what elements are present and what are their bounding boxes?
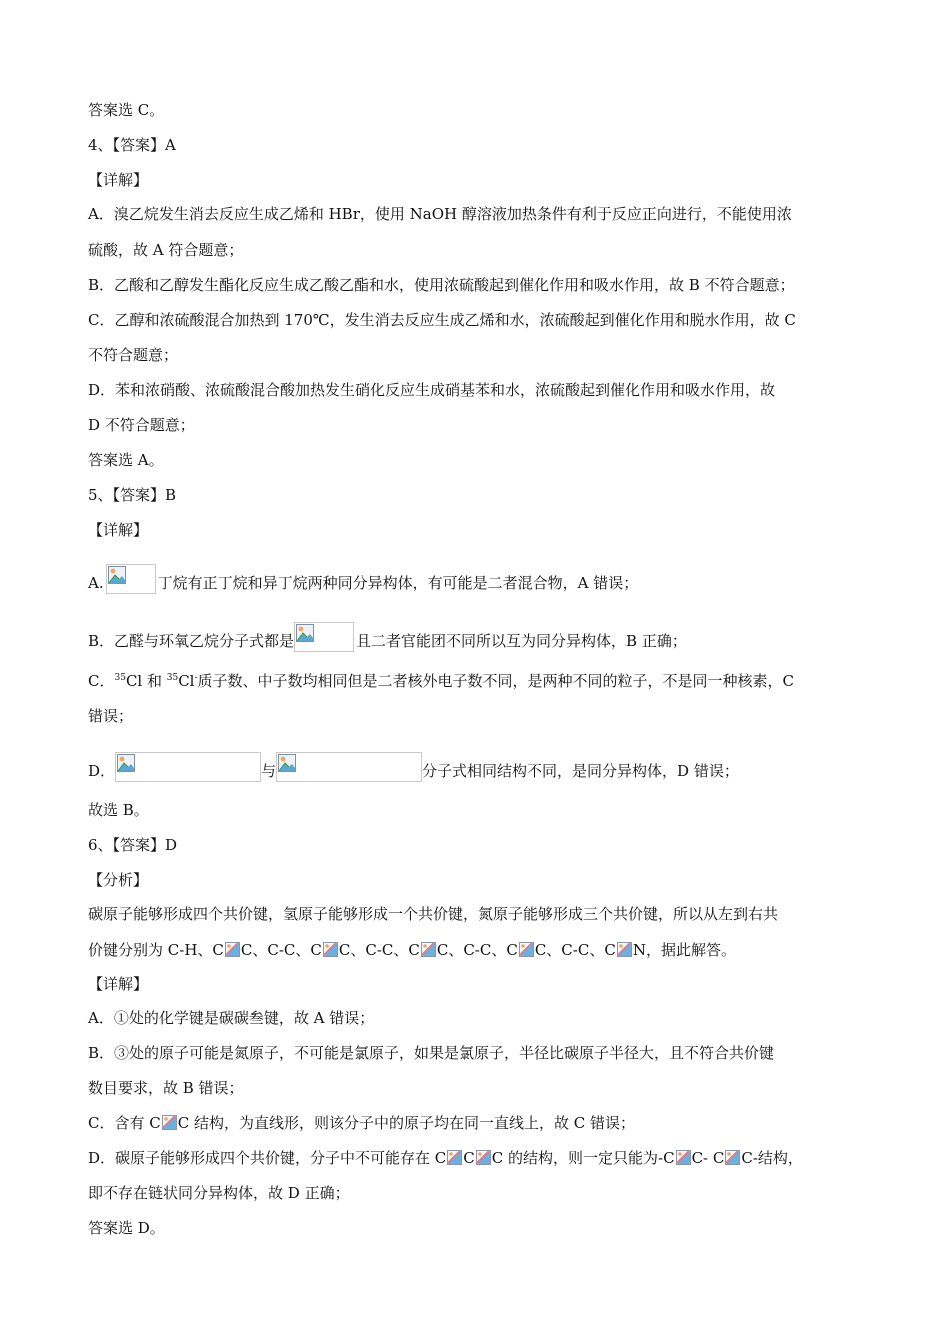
q6-detail-label: 【详解】 [88,975,149,993]
q4-option-d-cont: D 不符合题意； [88,416,195,434]
q5-option-b-text: B．乙醛与环氧乙烷分子式都是 [88,632,295,650]
analysis-segment: C、C-C、C [436,941,518,959]
q4-option-a-cont: 硫酸，故 A 符合题意； [88,241,244,259]
q5-option-d-text: 分子式相同结构不同，是同分异构体，D 错误； [422,762,739,780]
isotope-mass-number: 35 [166,673,179,683]
q5-option-c-text: 质子数、中子数均相同但是二者核外电子数不同，是两种不同的粒子，不是同一种核素，C [197,672,795,690]
triple-bond-image-icon [447,1150,462,1165]
q6-option-d [88,1148,803,1168]
q5-heading: 5、【答案】B [88,486,177,504]
triple-bond-image-icon [476,1150,491,1165]
triple-bond-image-icon [323,942,338,957]
chlorine-symbol: Cl 和 [125,672,167,690]
option-c-segment: C 结构，为直线形，则该分子中的原子均在同一直线上，故 C 错误； [177,1114,635,1132]
broken-image-glyph [278,754,296,772]
triple-bond-image-icon [725,1150,740,1165]
q6-answer: 答案选 D。 [88,1219,165,1237]
q6-option-c [88,1113,635,1133]
q5-option-c [88,671,794,691]
option-d-segment: C-结构， [741,1149,803,1167]
option-d-segment: D．碳原子能够形成四个共价键，分子中不可能存在 C [88,1149,447,1167]
option-c-segment: C．含有 C [88,1114,161,1132]
triple-bond-image-icon [421,942,436,957]
triple-bond-image-icon [162,1115,177,1130]
q5-option-a-prefix: A. [88,574,104,592]
q5-option-d [88,752,739,780]
q6-option-b: B．③处的原子可能是氮原子，不可能是氯原子，如果是氯原子，半径比碳原子半径大，且不符合共价键 [88,1044,775,1062]
q5-option-b-text-cont: 且二者官能团不同所以互为同分异构体，B 正确； [356,632,687,650]
broken-image-glyph [117,754,135,772]
q4-answer: 答案选 A。 [88,451,164,469]
q5-option-c-prefix: C． [88,672,115,690]
q5-option-d-connector: 与 [261,762,277,780]
q5-option-a-text: 丁烷有正丁烷和异丁烷两种同分异构体，有可能是二者混合物，A 错误； [157,574,639,592]
q6-analysis-text-cont [88,940,736,960]
q4-option-c-cont: 不符合题意； [88,346,179,364]
triple-bond-image-icon [676,1150,691,1165]
q4-detail-label: 【详解】 [88,171,149,189]
analysis-segment: 价键分别为 C-H、C [88,941,224,959]
broken-image-glyph [296,624,314,642]
q6-option-b-cont: 数目要求，故 B 错误； [88,1079,244,1097]
broken-image-icon [115,752,261,782]
answer-line: 答案选 C。 [88,101,165,119]
q5-option-a [88,564,639,592]
triple-bond-image-icon [519,942,534,957]
q5-answer: 故选 B。 [88,801,149,819]
q5-detail-label: 【详解】 [88,521,149,539]
q5-option-b [88,622,687,650]
q6-analysis-label: 【分析】 [88,871,149,889]
q6-heading: 6、【答案】D [88,836,178,854]
q4-option-d: D．苯和浓硝酸、浓硫酸混合酸加热发生硝化反应生成硝基苯和水，浓硫酸起到催化作用和吸水作用，故 [88,381,776,399]
triple-bond-image-icon [225,942,240,957]
q6-analysis-text: 碳原子能够形成四个共价键，氢原子能够形成一个共价键，氮原子能够形成三个共价键，所以从左到右共 [88,905,779,923]
chloride-symbol: Cl [178,672,195,690]
q4-option-c: C．乙醇和浓硫酸混合加热到 170℃，发生消去反应生成乙烯和水，浓硫酸起到催化作用和脱水作用，故 C [88,311,796,329]
q5-option-c-cont: 错误； [88,707,134,725]
analysis-segment: C、C-C、C [534,941,616,959]
q4-option-b: B．乙酸和乙醇发生酯化反应生成乙酸乙酯和水，使用浓硫酸起到催化作用和吸水作用，故 B 不符合题意； [88,276,795,294]
analysis-segment: N，据此解答。 [632,941,736,959]
triple-bond-image-icon [617,942,632,957]
broken-image-icon [294,622,354,652]
q5-option-d-prefix: D． [88,762,116,780]
isotope-mass-number: 35 [114,673,126,683]
broken-image-icon [276,752,422,782]
broken-image-icon [106,564,156,594]
option-d-segment: C- C [691,1149,725,1167]
broken-image-glyph [108,566,126,584]
option-d-segment: C 的结构，则一定只能为-C [491,1149,675,1167]
analysis-segment: C、C-C、C [338,941,420,959]
q6-option-d-cont: 即不存在链状同分异构体，故 D 正确； [88,1184,350,1202]
ion-charge: - [194,673,198,683]
analysis-segment: C、C-C、C [240,941,322,959]
option-d-segment: C [463,1149,475,1167]
q4-option-a: A．溴乙烷发生消去反应生成乙烯和 HBr，使用 NaOH 醇溶液加热条件有利于反应正向进行，不能使用浓 [88,205,792,223]
q4-heading: 4、【答案】A [88,136,176,154]
q6-option-a: A．①处的化学键是碳碳叁键，故 A 错误； [88,1009,375,1027]
